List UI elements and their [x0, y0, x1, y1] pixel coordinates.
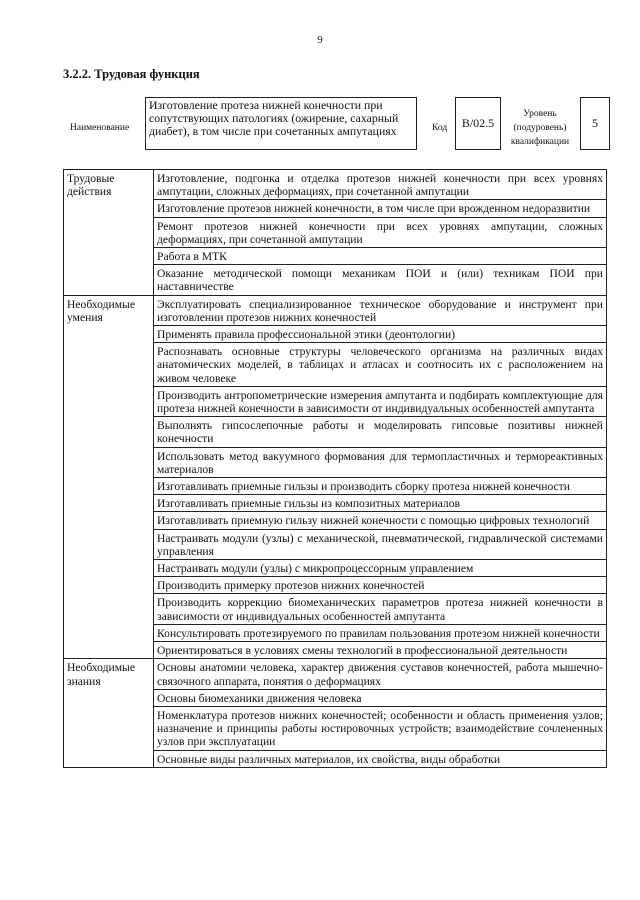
- function-table: [63, 169, 607, 768]
- section-item-cell: Изготавливать приемную гильзу нижней конечности с помощью цифровых технологий: [154, 512, 607, 529]
- section-item-cell: Производить антропометрические измерения ампутанта и подбирать комплектующие для протеза нижней конечности в зависимости от индивидуальных особенностей ампутанта: [154, 386, 607, 416]
- section-category-cell: Трудовые действия: [64, 170, 154, 296]
- section-item-cell: Основы биомеханики движения человека: [154, 689, 607, 706]
- section-item-cell: Изготавливать приемные гильзы и производить сборку протеза нижней конечности: [154, 478, 607, 495]
- page-number: 9: [317, 34, 323, 46]
- code-box: B/02.5: [455, 97, 501, 150]
- section-item-cell: Настраивать модули (узлы) с микропроцессорным управлением: [154, 560, 607, 577]
- section-item-cell: Выполнять гипсослепочные работы и моделировать гипсовые позитивы нижней конечности: [154, 417, 607, 447]
- section-item-cell: Применять правила профессиональной этики (деонтологии): [154, 326, 607, 343]
- section-item-cell: Номенклатура протезов нижних конечностей; особенности и область применения узлов; назначение и принципы работы юстировочных устройств; взаимодействие сочлененных узлов при эксплуатации: [154, 706, 607, 750]
- table-row: [64, 295, 607, 325]
- table-row: [64, 659, 607, 689]
- section-item-cell: Изготовление, подгонка и отделка протезов нижней конечности при всех уровнях ампутации, сложных деформациях, при сочетанной ампутации: [154, 170, 607, 200]
- section-item-cell: Основы анатомии человека, характер движения суставов конечностей, работа мышечно-связочного аппарата, понятия о деформациях: [154, 659, 607, 689]
- section-item-cell: Эксплуатировать специализированное техническое оборудование и инструмент при изготовлении протезов нижних конечностей: [154, 295, 607, 325]
- code-label: Код: [432, 123, 448, 133]
- section-item-cell: Основные виды различных материалов, их свойства, виды обработки: [154, 750, 607, 767]
- section-item-cell: Оказание методической помощи механикам ПОИ и (или) техникам ПОИ при наставничестве: [154, 265, 607, 295]
- section-item-cell: Производить коррекцию биомеханических параметров протеза нижней конечности в зависимости от индивидуальных особенностей ампутанта: [154, 594, 607, 624]
- section-item-cell: Распознавать основные структуры человеческого организма на различных видах анатомических моделей, в таблицах и атласах и соотносить их с расположением на живом человеке: [154, 343, 607, 387]
- function-name-box: Изготовление протеза нижней конечности при сопутствующих патологиях (ожирение, сахарный диабет), в том числе при сочетанных ампутациях: [145, 97, 417, 150]
- function-table-body: [64, 170, 607, 768]
- section-category-cell: Необходимые умения: [64, 295, 154, 659]
- section-item-cell: Ориентироваться в условиях смены технологий в профессиональной деятельности: [154, 642, 607, 659]
- section-item-cell: Консультировать протезируемого по правилам пользования протезом нижней конечности: [154, 624, 607, 641]
- section-item-cell: Производить примерку протезов нижних конечностей: [154, 577, 607, 594]
- name-label: Наименование: [70, 123, 130, 133]
- section-item-cell: Настраивать модули (узлы) с механической, пневматической, гидравлической системами управления: [154, 529, 607, 559]
- section-item-cell: Использовать метод вакуумного формования для термопластичных и термореактивных материалов: [154, 447, 607, 477]
- qualification-level-box: 5: [580, 97, 610, 150]
- section-item-cell: Изготовление протезов нижней конечности, в том числе при врожденном недоразвитии: [154, 200, 607, 217]
- table-row: [64, 170, 607, 200]
- section-item-cell: Ремонт протезов нижней конечности при всех уровнях ампутации, сложных деформациях, при сочетанной ампутации: [154, 217, 607, 247]
- qualification-level-label: Уровень (подуровень) квалификации: [510, 109, 570, 147]
- section-item-cell: Изготавливать приемные гильзы из композитных материалов: [154, 495, 607, 512]
- section-item-cell: Работа в МТК: [154, 248, 607, 265]
- section-category-cell: Необходимые знания: [64, 659, 154, 767]
- section-title: 3.2.2. Трудовая функция: [63, 67, 200, 81]
